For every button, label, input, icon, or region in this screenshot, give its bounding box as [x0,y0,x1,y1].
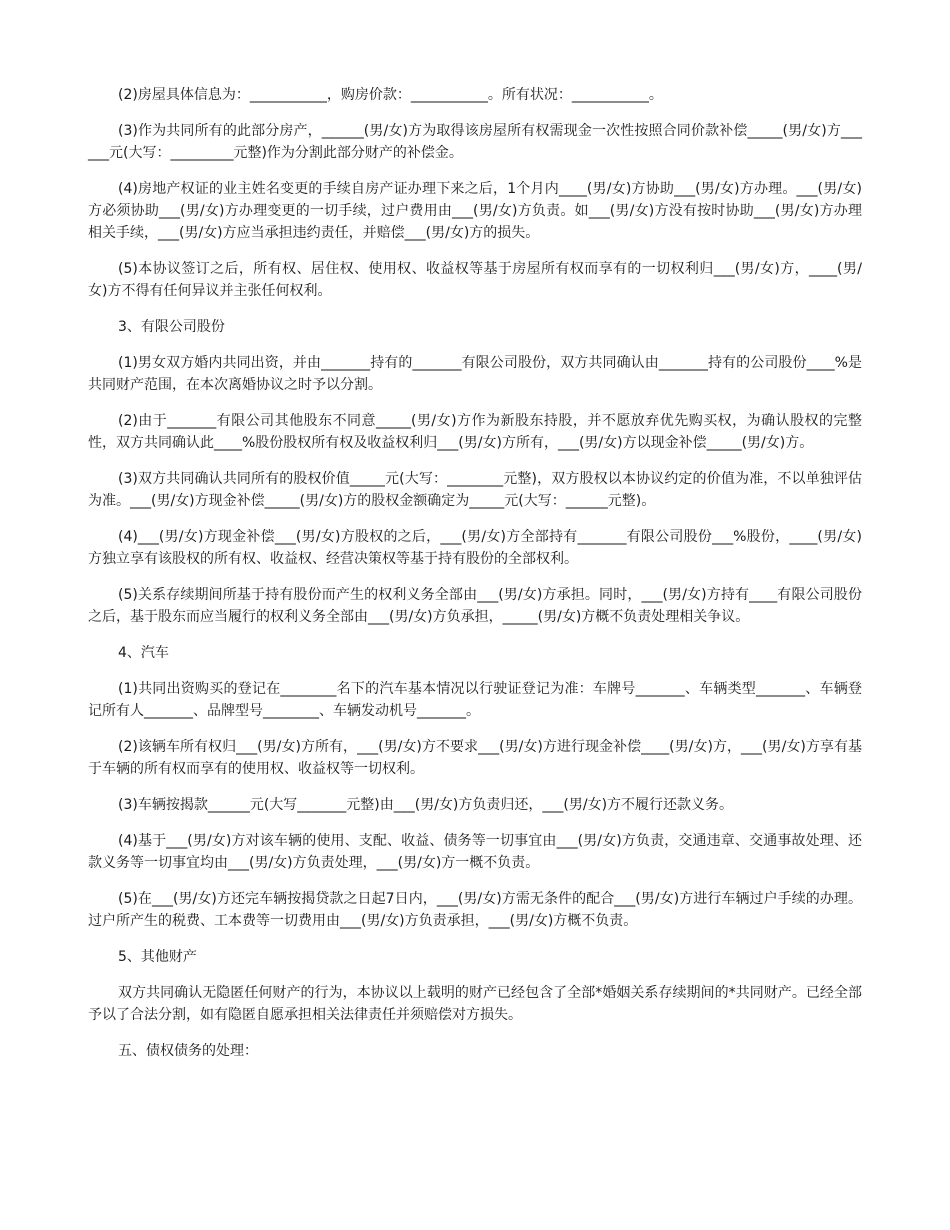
paragraph-house-info: (2)房屋具体信息为：___________，购房价款：___________。所有状况：___________。 [118,87,663,103]
paragraph-other-property: 双方共同确认无隐匿任何财产的行为，本协议以上载明的财产已经包含了全部*婚姻关系存续期间的*共同财产。已经全部予以了合法分割，如有隐匿自愿承担相关法律责任并须赔偿对方损失。 [88,985,862,1023]
paragraph-house-name-change: (4)房地产权证的业主姓名变更的手续自房产证办理下来之后，1个月内____(男/女)方协助___(男/女)方办理。___(男/女)方必须协助___(男/女)方办理变更的一切手续，过户费用由___(男/女)方负责。如___(男/女)方没有按时协助___(男/女)方办理相关手续，___(男/女)方应当承担违约责任，并赔偿___(男/女)方的损失。 [88,181,862,241]
paragraph-car-ownership: (2)该辆车所有权归___(男/女)方所有，___(男/女)方不要求___(男/女)方进行现金补偿____(男/女)方，___(男/女)方享有基于车辆的所有权而享有的使用权、收益权等一切权利。 [88,739,862,777]
paragraph-car-responsibility: (4)基于___(男/女)方对该车辆的使用、支配、收益、债务等一切事宜由___(男/女)方负责，交通违章、交通事故处理、还款义务等一切事宜均由___(男/女)方负责处理，___(男/女)方一概不负责。 [88,833,862,871]
section-heading-company-shares: 3、有限公司股份 [118,319,225,335]
paragraph-house-compensation: (3)作为共同所有的此部分房产，______(男/女)方为取得该房屋所有权需现金一次性按照合同价款补偿_____(男/女)方______元(大写：_________元整)作为分割此部分财产的补偿金。 [88,123,862,161]
paragraph-shares-other-shareholders: (2)由于_______有限公司其他股东不同意_____(男/女)方作为新股东持股，并不愿放弃优先购买权，为确认股权的完整性，双方共同确认此____%股份股权所有权及收益权利归___(男/女)方所有，___(男/女)方以现金补偿_____(男/女)方。 [88,413,862,451]
paragraph-house-rights: (5)本协议签订之后，所有权、居住权、使用权、收益权等基于房屋所有权而享有的一切权利归___(男/女)方，____(男/女)方不得有任何异议并主张任何权利。 [88,261,862,299]
paragraph-shares-joint-funding: (1)男女双方婚内共同出资，并由_______持有的_______有限公司股份，双方共同确认由_______持有的公司股份____%是共同财产范围，在本次离婚协议之时予以分割。 [88,355,862,393]
paragraph-shares-ownership: (4)___(男/女)方现金补偿___(男/女)方股权的之后，___(男/女)方全部持有_______有限公司股份___%股份，____(男/女)方独立享有该股权的所有权、收益权、经营决策权等基于持有股份的全部权利。 [88,529,862,567]
paragraph-car-mortgage: (3)车辆按揭款______元(大写_______元整)由___(男/女)方负责归还，___(男/女)方不履行还款义务。 [118,797,734,813]
paragraph-car-registration: (1)共同出资购买的登记在________名下的汽车基本情况以行驶证登记为准：车牌号_______、车辆类型_______、车辆登记所有人_______、品牌型号________、车辆发动机号_______。 [88,681,862,719]
section-heading-car: 4、汽车 [118,645,169,661]
paragraph-car-transfer: (5)在___(男/女)方还完车辆按揭贷款之日起7日内，___(男/女)方需无条件的配合___(男/女)方进行车辆过户手续的办理。过户所产生的税费、工本费等一切费用由___(男/女)方负责承担，___(男/女)方概不负责。 [88,891,862,929]
section-heading-debts: 五、债权债务的处理： [118,1043,258,1059]
paragraph-shares-obligations: (5)关系存续期间所基于持有股份而产生的权利义务全部由___(男/女)方承担。同时，___(男/女)方持有____有限公司股份之后，基于股东而应当履行的权利义务全部由___(男/女)方负承担，_____(男/女)方概不负责处理相关争议。 [88,587,862,625]
section-heading-other-property: 5、其他财产 [118,949,197,965]
paragraph-shares-valuation: (3)双方共同确认共同所有的股权价值_____元(大写：________元整)，双方股权以本协议约定的价值为准，不以单独评估为准。___(男/女)方现金补偿_____(男/女)方的股权金额确定为_____元(大写：______元整)。 [88,471,862,509]
